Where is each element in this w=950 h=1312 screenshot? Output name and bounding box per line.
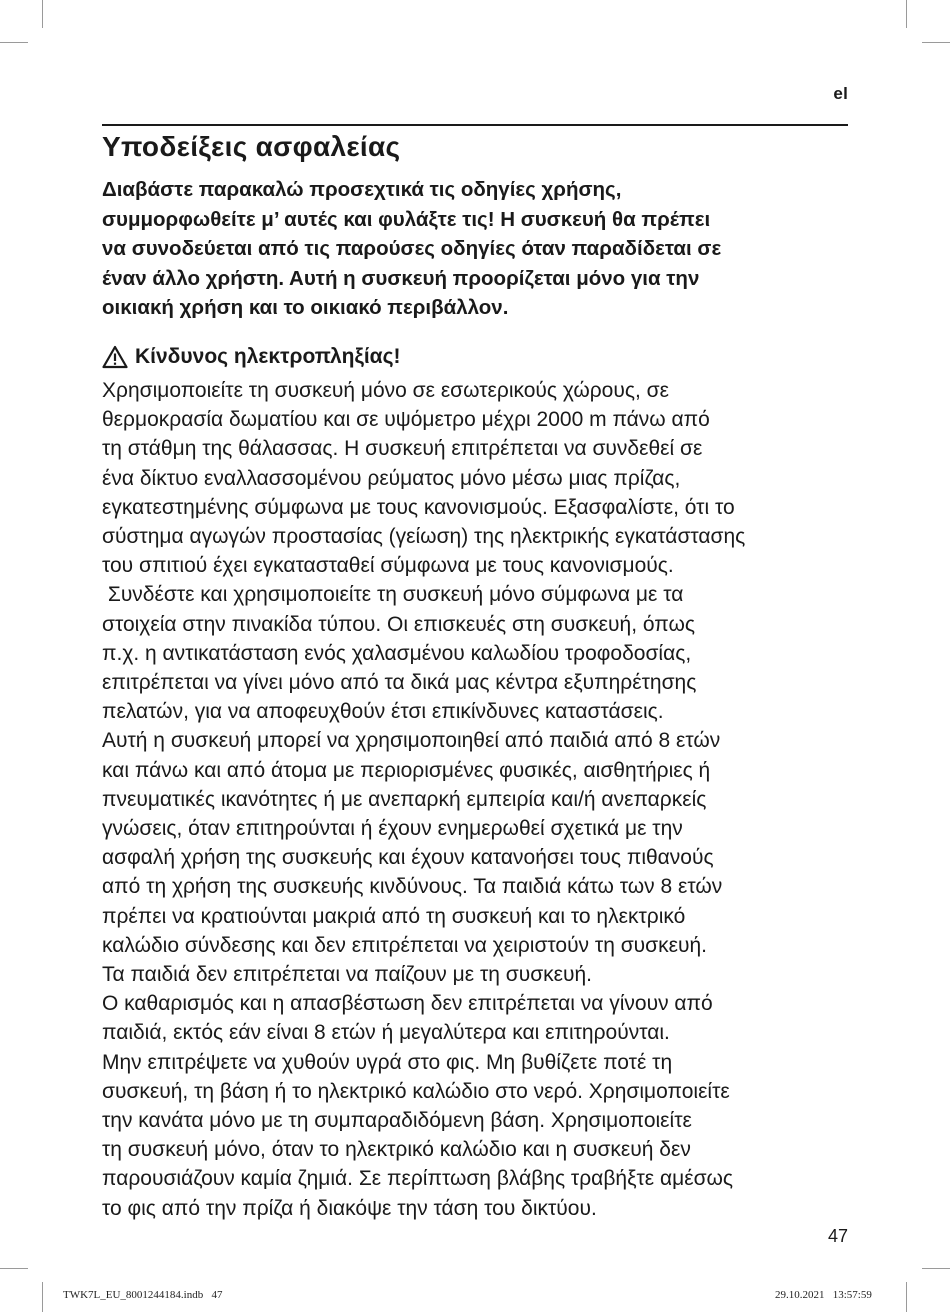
body-line: στοιχεία στην πινακίδα τύπου. Οι επισκευές στη συσκευή, όπως <box>102 612 695 636</box>
body-line: πελατών, για να αποφευχθούν έτσι επικίνδυνες καταστάσεις. <box>102 700 664 724</box>
crop-mark <box>906 1282 907 1312</box>
body-line: επιτρέπεται να γίνει μόνο από τα δικά μας κέντρα εξυπηρέτησης <box>102 671 697 695</box>
crop-mark <box>906 0 907 28</box>
print-footer-file: TWK7L_EU_8001244184.indb 47 <box>63 1289 223 1301</box>
body-line: καλώδιο σύνδεσης και δεν επιτρέπεται να χειριστούν τη συσκευή. <box>102 933 707 957</box>
body-line: συσκευή, τη βάση ή το ηλεκτρικό καλώδιο στο νερό. Χρησιμοποιείτε <box>102 1079 730 1103</box>
section-title: Υποδείξεις ασφαλείας <box>102 131 401 162</box>
warning-heading <box>102 345 401 369</box>
body-line: π.χ. η αντικατάσταση ενός χαλασμένου καλωδίου τροφοδοσίας, <box>102 641 692 665</box>
body-line: του σπιτιού έχει εγκατασταθεί σύμφωνα με τους κανονισμούς. <box>102 554 674 578</box>
crop-mark <box>0 1268 28 1269</box>
body-line: το φις από την πρίζα ή διακόψε την τάση του δικτύου. <box>102 1196 597 1220</box>
body-line: Μην επιτρέψετε να χυθούν υγρά στο φις. Μη βυθίζετε ποτέ τη <box>102 1050 673 1074</box>
intro-line: συμμορφωθείτε μ’ αυτές και φυλάξτε τις! Η συσκευή θα πρέπει <box>102 207 711 231</box>
body-line: Αυτή η συσκευή μπορεί να χρησιμοποιηθεί από παιδιά από 8 ετών <box>102 729 721 753</box>
body-line: παρουσιάζουν καμία ζημιά. Σε περίπτωση βλάβης τραβήξτε αμέσως <box>102 1167 734 1191</box>
intro-line: έναν άλλο χρήστη. Αυτή η συσκευή προορίζεται μόνο για την <box>102 266 700 290</box>
body-line: την κανάτα μόνο με τη συμπαραδιδόμενη βάση. Χρησιμοποιείτε <box>102 1109 692 1133</box>
intro-line: Διαβάστε παρακαλώ προσεχτικά τις οδηγίες χρήσης, <box>102 178 622 201</box>
body-line: Ο καθαρισμός και η απασβέστωση δεν επιτρέπεται να γίνουν από <box>102 992 713 1016</box>
language-code: el <box>833 84 848 103</box>
body-line: τη στάθμη της θάλασσας. Η συσκευή επιτρέπεται να συνδεθεί σε <box>102 437 703 461</box>
warning-triangle-icon <box>102 345 128 369</box>
body-line: σύστημα αγωγών προστασίας (γείωση) της ηλεκτρικής εγκατάστασης <box>102 525 746 549</box>
header-rule <box>102 124 848 126</box>
body-line: πρέπει να κρατιούνται μακριά από τη συσκευή και το ηλεκτρικό <box>102 904 686 928</box>
body-line: ασφαλή χρήση της συσκευής και έχουν κατανοήσει τους πιθανούς <box>102 846 714 870</box>
body-line: και πάνω και από άτομα με περιορισμένες φυσικές, αισθητήριες ή <box>102 758 711 782</box>
body-line: Συνδέστε και χρησιμοποιείτε τη συσκευή μόνο σύμφωνα με τα <box>102 583 684 607</box>
intro-paragraph <box>102 175 847 323</box>
body-paragraph <box>102 376 862 1223</box>
body-line: παιδιά, εκτός εάν είναι 8 ετών ή μεγαλύτερα και επιτηρούνται. <box>102 1021 670 1045</box>
body-line: θερμοκρασία δωματίου και σε υψόμετρο μέχρι 2000 m πάνω από <box>102 408 710 432</box>
body-line: πνευματικές ικανότητες ή με ανεπαρκή εμπειρία και/ή ανεπαρκείς <box>102 787 707 811</box>
body-line: εγκατεστημένης σύμφωνα με τους κανονισμούς. Εξασφαλίστε, ότι το <box>102 495 735 519</box>
crop-mark <box>42 1282 43 1312</box>
page-number: 47 <box>827 1226 848 1246</box>
intro-line: να συνοδεύεται από τις παρούσες οδηγίες όταν παραδίδεται σε <box>102 237 722 260</box>
intro-line: οικιακή χρήση και το οικιακό περιβάλλον. <box>102 296 509 319</box>
crop-mark <box>42 0 43 28</box>
print-footer-timestamp: 29.10.2021 13:57:59 <box>775 1289 872 1301</box>
warning-heading-text: Κίνδυνος ηλεκτροπληξίας! <box>135 345 401 368</box>
body-line: τη συσκευή μόνο, όταν το ηλεκτρικό καλώδιο και η συσκευή δεν <box>102 1138 691 1162</box>
crop-mark <box>922 1268 950 1269</box>
body-line: γνώσεις, όταν επιτηρούνται ή έχουν ενημερωθεί σχετικά με την <box>102 817 683 841</box>
crop-mark <box>922 42 950 43</box>
body-line: από τη χρήση της συσκευής κινδύνους. Τα παιδιά κάτω των 8 ετών <box>102 875 723 899</box>
crop-mark <box>0 42 28 43</box>
body-line: ένα δίκτυο εναλλασσομένου ρεύματος μόνο μέσω μιας πρίζας, <box>102 466 681 490</box>
body-line: Τα παιδιά δεν επιτρέπεται να παίζουν με τη συσκευή. <box>102 963 593 987</box>
body-line: Χρησιμοποιείτε τη συσκευή μόνο σε εσωτερικούς χώρους, σε <box>102 379 669 402</box>
